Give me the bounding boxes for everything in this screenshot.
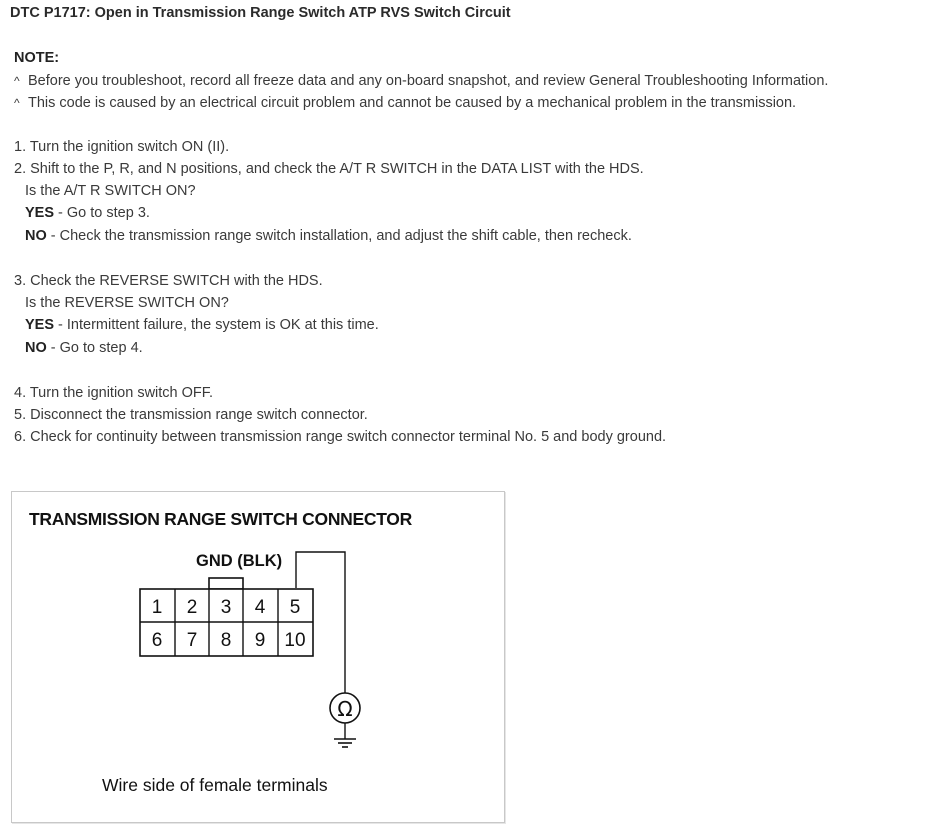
yes-label: YES — [25, 317, 55, 333]
no-text: - Check the transmission range switch installation, and adjust the shift cable, then recheck. — [46, 228, 632, 244]
pin-label: 10 — [284, 630, 306, 651]
note-item — [14, 95, 796, 111]
pin-label: 1 — [151, 597, 163, 618]
gnd-label: GND (BLK) — [196, 552, 283, 570]
yes-label: YES — [25, 205, 55, 221]
figure-caption: Wire side of female terminals — [102, 775, 328, 795]
step-2-question: Is the A/T R SWITCH ON? — [25, 183, 196, 199]
step-4: 4. Turn the ignition switch OFF. — [14, 385, 214, 401]
caret-icon: ^ — [14, 96, 20, 110]
page-title: DTC P1717: Open in Transmission Range Switch ATP RVS Switch Circuit — [10, 5, 511, 21]
step-3-yes — [25, 317, 379, 333]
note-heading: NOTE: — [14, 50, 60, 66]
step-1: 1. Turn the ignition switch ON (II). — [14, 139, 230, 155]
step-2-no — [25, 228, 632, 244]
pin-label: 5 — [289, 597, 301, 618]
pin-label: 3 — [220, 597, 232, 618]
pin-label: 7 — [186, 630, 198, 651]
pin-label: 2 — [186, 597, 198, 618]
ohm-symbol: Ω — [337, 697, 353, 721]
note-label — [14, 50, 59, 66]
note-text: This code is caused by an electrical circuit problem and cannot be caused by a mechanical problem in the transmission. — [28, 95, 797, 111]
no-label: NO — [25, 340, 47, 356]
step-2-yes — [25, 205, 150, 221]
step-3: 3. Check the REVERSE SWITCH with the HDS. — [14, 273, 323, 289]
pin-label: 9 — [254, 630, 266, 651]
pin-label: 6 — [151, 630, 163, 651]
pin-label: 8 — [220, 630, 232, 651]
step-2: 2. Shift to the P, R, and N positions, and check the A/T R SWITCH in the DATA LIST with the HDS. — [14, 161, 644, 177]
no-text: - Go to step 4. — [46, 340, 143, 356]
step-5: 5. Disconnect the transmission range switch connector. — [14, 407, 368, 423]
step-3-no — [25, 340, 143, 356]
note-text: Before you troubleshoot, record all freeze data and any on-board snapshot, and review General Troubleshooting Information. — [28, 73, 829, 89]
caret-icon: ^ — [14, 74, 20, 88]
pin-label: 4 — [254, 597, 266, 618]
figure-title: TRANSMISSION RANGE SWITCH CONNECTOR — [29, 509, 412, 529]
step-3-question: Is the REVERSE SWITCH ON? — [25, 295, 229, 311]
note-item — [14, 73, 828, 89]
no-label: NO — [25, 228, 47, 244]
yes-text: - Go to step 3. — [54, 205, 150, 221]
step-6: 6. Check for continuity between transmission range switch connector terminal No. 5 and body ground. — [14, 429, 667, 445]
yes-text: - Intermittent failure, the system is OK at this time. — [54, 317, 379, 333]
connector-lock-tab — [209, 578, 243, 589]
connector-figure — [11, 491, 505, 823]
